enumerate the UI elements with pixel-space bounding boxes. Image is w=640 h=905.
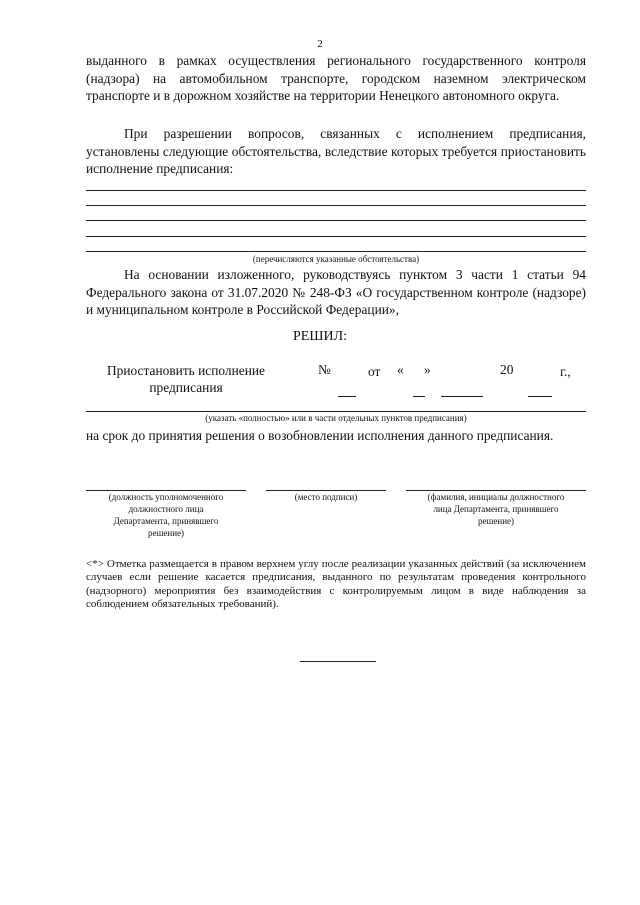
position-caption-line4: решение) (147, 528, 185, 538)
paragraph-region-control: выданного в рамках осуществления регионального государственного контроля (надзора) на автомобильном транспорте, городском наземном электрическом транспорте и в дорожном хозяйстве на территории Ненецкого автономного округа. (86, 53, 586, 104)
signature-caption: (место подписи) (294, 492, 358, 502)
paragraph-term: на срок до принятия решения о возобновлении исполнения данного предписания. (86, 428, 554, 443)
year-suffix: г., (560, 364, 571, 379)
paragraph-legal-basis: На основании изложенного, руководствуясь пунктом 3 части 1 статьи 94 Федерального закона от 31.07.2020 № 248-ФЗ «О государственном контроле (надзоре) и муниципальном контроле в Российской Федерации», (86, 267, 586, 318)
name-caption-line2: лица Департамента, принявшего (433, 504, 559, 514)
position-caption-line1: (должность уполномоченного (108, 492, 224, 502)
month-blank (441, 396, 483, 397)
position-caption-line3: Департамента, принявшего (113, 516, 219, 526)
position-caption (86, 491, 246, 539)
circumstances-caption: (перечисляются указанные обстоятельства) (252, 254, 420, 264)
quote-open: « (397, 362, 404, 377)
decision-heading: РЕШИЛ: (293, 329, 347, 344)
scope-caption: (указать «полностью» или в части отдельных пунктов предписания) (205, 413, 467, 423)
quote-close: » (424, 362, 431, 377)
position-caption-line2: должностного лица (128, 504, 204, 514)
scope-line (86, 411, 586, 412)
suspend-label-line2: предписания (149, 380, 223, 395)
number-blank (338, 396, 356, 397)
name-caption-line1: (фамилия, инициалы должностного (427, 492, 565, 502)
blank-line-4 (86, 236, 586, 237)
page-number: 2 (317, 38, 323, 50)
blank-line-3 (86, 220, 586, 221)
suspend-label-line1: Приостановить исполнение (107, 363, 265, 378)
name-caption (406, 491, 586, 527)
year-prefix: 20 (500, 362, 514, 377)
number-sign: № (318, 362, 331, 377)
suspend-label (86, 362, 286, 396)
end-separator-line (300, 661, 376, 662)
footnote: <*> Отметка размещается в правом верхнем углу после реализации указанных действий (за исключением случаев если решение касается предписания, выданного по результатам проведения контрольного (надзорного) мероприятия без взаимодействия с контролируемым лицом в виде наблюдения за соблюдением обязательных требований). (86, 558, 586, 611)
from-label: от (368, 364, 381, 379)
blank-line-2 (86, 205, 586, 206)
day-blank (413, 396, 425, 397)
paragraph-circumstances-intro: При разрешении вопросов, связанных с исполнением предписания, установлены следующие обстоятельства, вследствие которых требуется приостановить исполнение предписания: (86, 126, 586, 177)
name-caption-line3: решение) (477, 516, 515, 526)
blank-line-1 (86, 190, 586, 191)
blank-line-5 (86, 251, 586, 252)
year-blank (528, 396, 552, 397)
